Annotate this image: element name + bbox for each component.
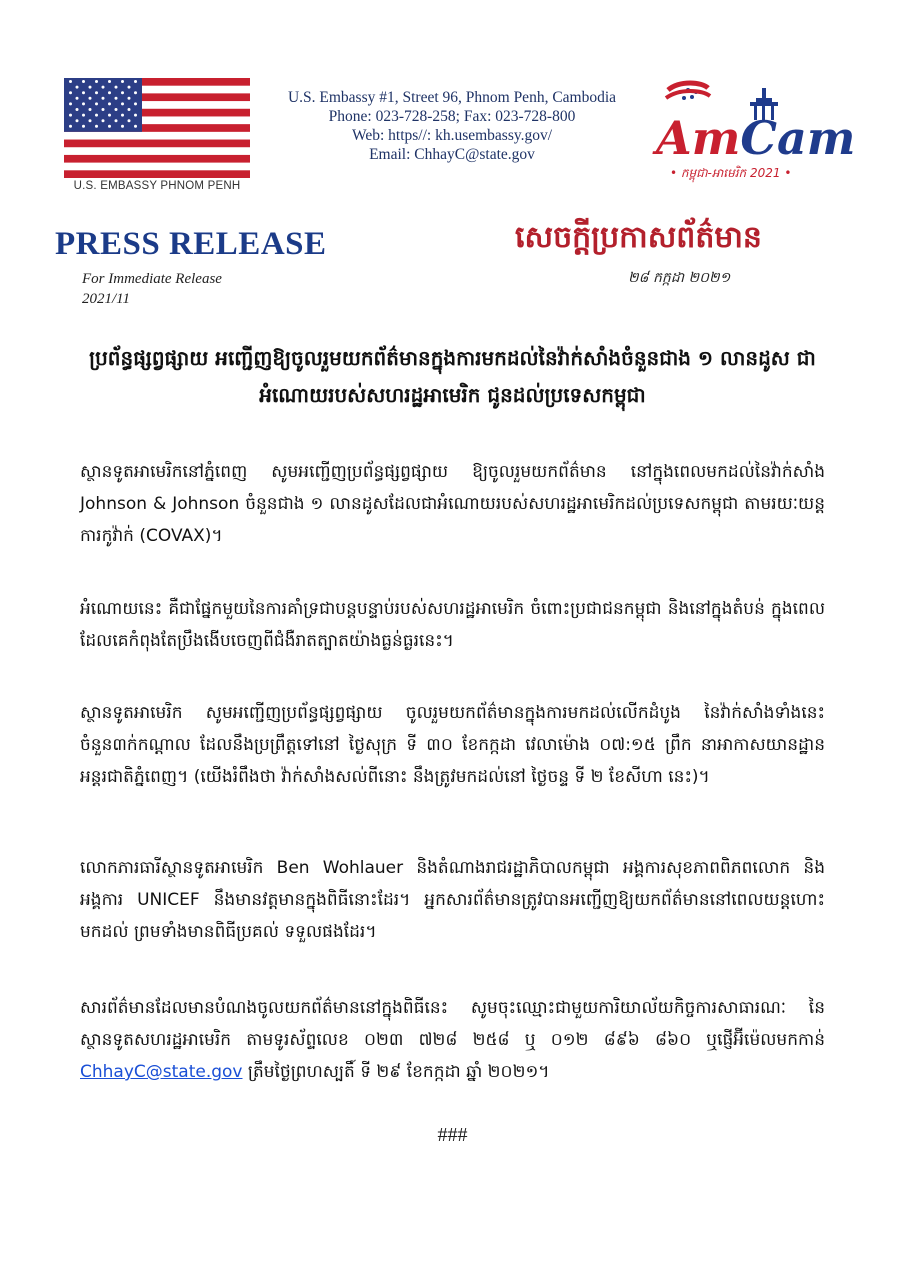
- embassy-web: Web: https//: kh.usembassy.gov/: [351, 127, 553, 144]
- flag-caption: U.S. EMBASSY PHNOM PENH: [73, 180, 241, 192]
- paragraph-3: ស្ថានទូតអាមេរិក សូមអញ្ជើញប្រព័ន្ធផ្សព្វផ្សាយ ចូលរួមយកព័ត៌មានក្នុងការមកដល់លើកដំបូង នៃវ៉ាក់សាំងទាំងនេះ ចំនួន៣ក់កណ្តាល ដែលនឹងប្រព្រឹត្តទៅនៅ ថ្ងៃសុក្រ ទី ៣០ ខែកក្កដា វេលាម៉ោង ០៧:១៥ ព្រឹក នាអាកាសយានដ្ឋានអន្តរជាតិភ្នំពេញ។ (យើងរំពឹងថា វ៉ាក់សាំងសល់ពីនោះ នឹងត្រូវមកដល់នៅ ថ្ងៃចន្ទ ទី ២ ខែសីហា នេះ)។: [80, 703, 825, 787]
- immediate-release-label: For Immediate Release: [82, 271, 222, 287]
- release-meta: [82, 269, 222, 309]
- embassy-address: U.S. Embassy #1, Street 96, Phnom Penh, Cambodia: [287, 89, 617, 106]
- end-marker: ###: [437, 1124, 468, 1146]
- paragraph-1: ស្ថានទូតអាមេរិកនៅភ្នំពេញ សូមអញ្ជើញប្រព័ន្ធផ្សព្វផ្សាយ ឱ្យចូលរួមយកព័ត៌មាន នៅក្នុងពេលមកដល់នៃវ៉ាក់សាំង Johnson & Johnson ចំនួនជាង ១ លានដូសដែលជាអំណោយរបស់សហរដ្ឋអាមេរិកដល់ប្រទេសកម្ពុជា តាមរយៈយន្តការកូវ៉ាក់ (COVAX)។: [80, 462, 825, 546]
- embassy-phone: Phone: 023-728-258; Fax: 023-728-800: [328, 108, 576, 125]
- khmer-press-release-title: សេចក្តីប្រកាសព័ត៌មាន: [515, 220, 762, 255]
- amcam-2021-logo: [650, 80, 856, 194]
- paragraph-5: [80, 992, 825, 1088]
- release-date-km: ២៨ កក្កដា ២០២១: [628, 270, 731, 286]
- paragraph-5-text-after: ត្រឹមថ្ងៃព្រហស្បតិ៍ ទី ២៩ ខែកក្កដា ឆ្នាំ ២០២១។: [242, 1062, 550, 1082]
- amcam-wordmark: AmCam: [656, 111, 856, 165]
- paragraph-5-text-before: សារព័ត៌មានដែលមានបំណងចូលយកព័ត៌មាននៅក្នុងពិធីនេះ សូមចុះឈ្មោះជាមួយការិយាល័យកិច្ចការសាធារណៈ នៃស្ថានទូតសហរដ្ឋអាមេរិក តាមទូរស័ព្ទលេខ ០២៣ ៧២៨ ២៥៨ ឬ ០១២ ៨៩៦ ៨៦០ ឬផ្ញើអ៊ីម៉េលមកកាន់: [80, 998, 825, 1050]
- us-flag-logo: [64, 78, 250, 192]
- amcam-tagline: • កម្ពុជា-អាមេរិក 2021 •: [670, 166, 792, 180]
- paragraph-2: អំណោយនេះ គឺជាផ្នែកមួយនៃការគាំទ្រជាបន្តបន្ទាប់របស់សហរដ្ឋអាមេរិក ចំពោះប្រជាជនកម្ពុជា និងនៅក្នុងតំបន់ ក្នុងពេលដែលគេកំពុងតែប្រឹងងើបចេញពីជំងឺរាតត្បាតយ៉ាងធ្ងន់ធ្ងរនេះ។: [80, 599, 825, 651]
- us-flag-icon: [64, 78, 250, 178]
- press-release-title: PRESS RELEASE: [55, 226, 327, 262]
- headline: ប្រព័ន្ធផ្សព្វផ្សាយ អញ្ជើញឱ្យចូលរួមយកព័ត៌មានក្នុងការមកដល់នៃវ៉ាក់សាំងចំនួនជាង ១ លានដូស ជាអំណោយរបស់សហរដ្ឋអាមេរិក ជូនដល់ប្រទេសកម្ពុជា: [89, 346, 816, 407]
- paragraph-4: លោកភារធារីស្ថានទូតអាមេរិក Ben Wohlauer និងតំណាងរាជរដ្ឋាភិបាលកម្ពុជា អង្គការសុខភាពពិភពលោក និងអង្គការ UNICEF នឹងមានវត្តមានក្នុងពិធីនោះដែរ។ អ្នកសារព័ត៌មានត្រូវបានអញ្ជើញឱ្យយកព័ត៌មាននៅពេលយន្តហោះមកដល់ ព្រមទាំងមានពិធីប្រគល់ ទទួលផងដែរ។: [80, 858, 825, 942]
- release-number: 2021/11: [82, 291, 131, 307]
- embassy-email: Email: ChhayC@state.gov: [369, 146, 535, 163]
- contact-email-link[interactable]: ChhayC@state.gov: [80, 1062, 243, 1082]
- embassy-contact-info: [262, 88, 642, 164]
